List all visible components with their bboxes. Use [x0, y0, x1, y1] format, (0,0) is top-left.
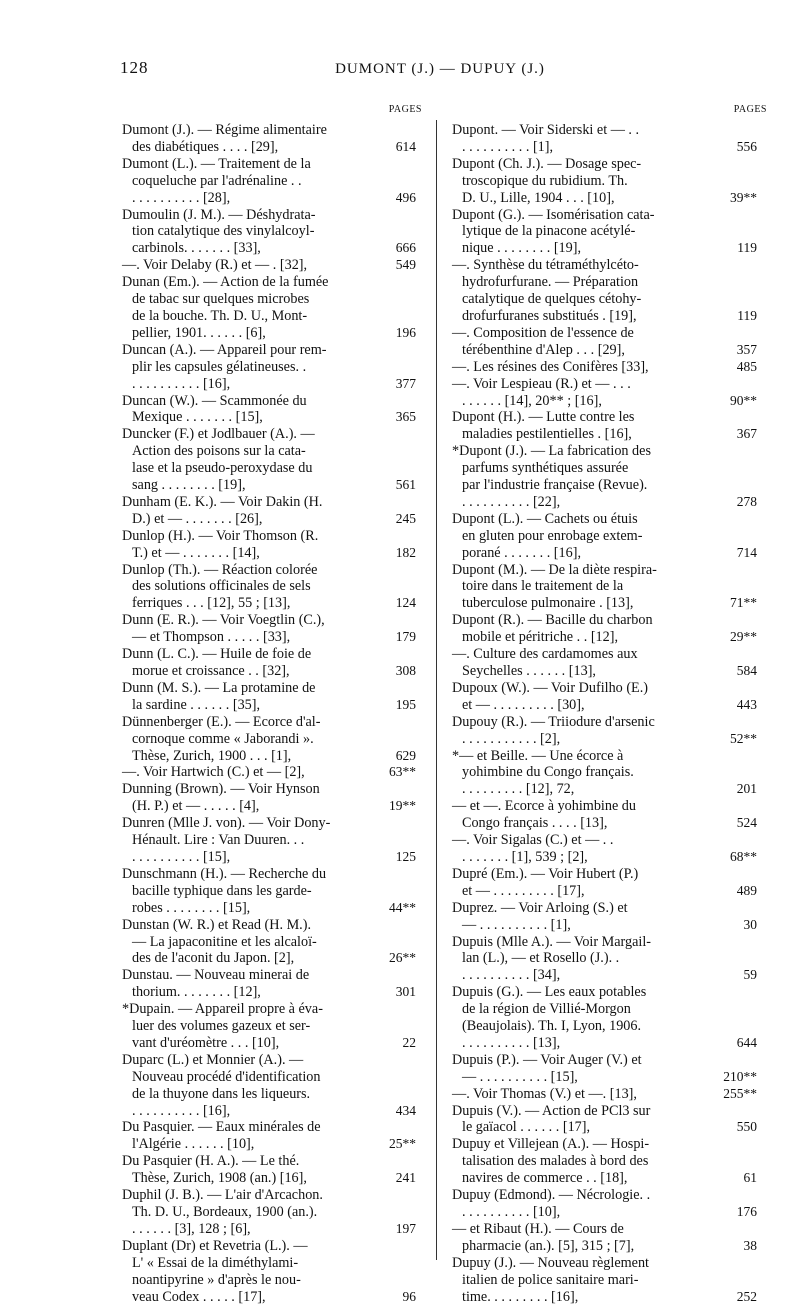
index-entry	[122, 967, 422, 1001]
index-entry	[452, 207, 767, 258]
entry-line: — . . . . . . . . . . [1],	[462, 916, 571, 933]
entry-line: Dupont (G.). — Isomérisation cata-	[452, 206, 655, 223]
entry-line: Duprez. — Voir Arloing (S.) et	[452, 899, 628, 916]
page-reference: 377	[395, 375, 416, 391]
entry-line: plir les capsules gélatineuses. .	[132, 358, 307, 375]
entry-line: et — . . . . . . . . . [30],	[462, 696, 585, 713]
index-entry	[122, 494, 422, 528]
entry-line: italien de police sanitaire mari-	[462, 1271, 639, 1288]
page-reference: 714	[736, 544, 757, 560]
entry-line: . . . . . . . . . . [16],	[132, 375, 231, 392]
entry-line: Dunren (Mlle J. von). — Voir Dony-	[122, 815, 331, 832]
entry-list	[452, 122, 767, 1305]
column-divider	[436, 120, 437, 1260]
entry-line: Dunstau. — Nouveau minerai de	[122, 967, 310, 984]
index-entry	[452, 156, 767, 207]
entry-line: Dumont (J.). — Régime alimentaire	[122, 122, 327, 138]
entry-line: ferriques . . . [12], 55 ; [13],	[132, 595, 291, 612]
page-reference: 197	[395, 1220, 416, 1236]
page-reference: 301	[395, 984, 416, 1000]
page-reference: 584	[736, 663, 757, 678]
index-entry	[122, 257, 422, 274]
entry-line: L' « Essai de la diméthylami-	[132, 1254, 299, 1271]
page-reference: 357	[736, 341, 757, 357]
index-entry	[122, 1001, 422, 1052]
entry-line: Dupouy (R.). — Triiodure d'arsenic	[452, 713, 655, 730]
index-entry	[122, 274, 422, 342]
page-reference: 278	[736, 493, 757, 509]
entry-line: maladies pestilentielles . [16],	[462, 426, 632, 443]
index-entry	[122, 646, 422, 680]
entry-line: l'Algérie . . . . . . [10],	[132, 1136, 255, 1153]
index-entry	[122, 426, 422, 494]
page-reference: 19**	[389, 798, 416, 814]
page-reference: 68**	[730, 848, 757, 864]
index-entry	[122, 1119, 422, 1153]
entry-line: mobile et péritriche . . [12],	[462, 629, 619, 646]
index-entry	[122, 680, 422, 714]
index-entry	[452, 680, 767, 714]
entry-line: D. U., Lille, 1904 . . . [10],	[462, 189, 615, 206]
entry-line: . . . . . . . . . . . [2],	[462, 730, 561, 747]
entry-line: Duncan (A.). — Appareil pour rem-	[122, 341, 327, 358]
entry-line: Dupuis (P.). — Voir Auger (V.) et	[452, 1051, 642, 1068]
entry-line: Hénault. Lire : Van Duuren. . .	[132, 832, 305, 849]
entry-line: Th. D. U., Bordeaux, 1900 (an.).	[132, 1204, 318, 1220]
entry-line: toire dans le traitement de la	[462, 578, 624, 595]
index-entry	[452, 900, 767, 934]
page-reference: 629	[395, 747, 416, 763]
entry-line: robes . . . . . . . . [15],	[132, 899, 251, 916]
entry-line: navires de commerce . . [18],	[462, 1170, 628, 1187]
entry-line: . . . . . . . . . . [16],	[132, 1102, 231, 1119]
index-entry	[452, 612, 767, 646]
index-entry	[452, 1103, 767, 1137]
entry-line: *Dupain. — Appareil propre à éva-	[122, 1001, 323, 1018]
entry-line: Dumoulin (J. M.). — Déshydrata-	[122, 206, 316, 223]
entry-line: . . . . . . [14], 20** ; [16],	[462, 392, 602, 409]
entry-line: . . . . . . [3], 128 ; [6],	[132, 1220, 251, 1237]
page-reference: 365	[395, 409, 416, 425]
entry-line: —. Composition de l'essence de	[452, 324, 634, 341]
page-reference: 25**	[389, 1136, 416, 1152]
index-entry	[122, 612, 422, 646]
entry-line: Dupuy (Edmond). — Nécrologie. .	[452, 1187, 651, 1204]
entry-line: Dunlop (H.). — Voir Thomson (R.	[122, 527, 319, 544]
entry-line: de la bouche. Th. D. U., Mont-	[132, 307, 308, 324]
index-entry	[122, 156, 422, 207]
index-entry	[452, 1221, 767, 1255]
page-reference: 124	[395, 595, 416, 611]
entry-line: —. Les résines des Conifères [33],	[452, 358, 649, 375]
index-entry	[452, 443, 767, 511]
page-reference: 52**	[730, 730, 757, 746]
entry-line: . . . . . . . . . . [13],	[462, 1034, 561, 1051]
index-entry	[452, 1052, 767, 1086]
entry-line: Du Pasquier (H. A.). — Le thé.	[122, 1153, 300, 1170]
entry-line: bacille typhique dans les garde-	[132, 882, 312, 899]
entry-line: . . . . . . . . . . [28],	[132, 189, 231, 206]
entry-line: Dupont (R.). — Bacille du charbon	[452, 612, 653, 629]
entry-line: et — . . . . . . . . . [17],	[462, 882, 585, 899]
index-column-left	[122, 104, 422, 1305]
entry-line: Nouveau procédé d'identification	[132, 1068, 321, 1085]
entry-line: troscopique du rubidium. Th.	[462, 172, 628, 189]
index-entry	[452, 1086, 767, 1103]
page-reference: 241	[395, 1170, 416, 1186]
entry-line: Dupont (L.). — Cachets ou étuis	[452, 510, 638, 527]
entry-line: time. . . . . . . . . [16],	[462, 1288, 579, 1305]
page-reference: 561	[395, 477, 416, 493]
entry-line: — et Ribaut (H.). — Cours de	[452, 1220, 624, 1237]
page-reference: 22	[402, 1034, 416, 1050]
index-entry	[122, 764, 422, 781]
page-number: 128	[120, 58, 149, 77]
entry-line: . . . . . . . . . . [1],	[462, 138, 554, 155]
entry-line: Dunstan (W. R.) et Read (H. M.).	[122, 916, 312, 933]
index-entry	[122, 866, 422, 917]
entry-line: des de l'aconit du Japon. [2],	[132, 950, 295, 967]
entry-line: luer des volumes gazeux et ser-	[132, 1018, 311, 1035]
entry-line: . . . . . . . . . [12], 72,	[462, 781, 575, 798]
entry-line: Dupuis (G.). — Les eaux potables	[452, 984, 647, 1001]
index-column-right	[452, 104, 767, 1305]
entry-line: Dunschmann (H.). — Recherche du	[122, 865, 327, 882]
index-entry	[452, 511, 767, 562]
index-entry	[122, 781, 422, 815]
index-entry	[122, 342, 422, 393]
entry-line: Action des poisons sur la cata-	[132, 443, 306, 460]
entry-line: Dupré (Em.). — Voir Hubert (P.)	[452, 865, 639, 882]
page-reference: 179	[395, 629, 416, 645]
entry-line: . . . . . . . . . . [10],	[462, 1204, 561, 1220]
page-reference: 30	[743, 916, 757, 932]
page-header	[120, 58, 760, 88]
entry-line: Duplant (Dr) et Revetria (L.). —	[122, 1237, 308, 1254]
page-reference: 485	[736, 358, 757, 374]
index-entry	[452, 1187, 767, 1221]
index-entry	[452, 934, 767, 985]
entry-line: en gluten pour enrobage extem-	[462, 527, 643, 544]
entry-line: lan (L.), — et Rosello (J.). .	[462, 950, 620, 967]
entry-line: térébenthine d'Alep . . . [29],	[462, 341, 625, 358]
page-reference: 119	[737, 307, 757, 323]
entry-line: vant d'uréomètre . . . [10],	[132, 1034, 280, 1051]
entry-line: — La japaconitine et les alcaloï-	[132, 933, 317, 950]
entry-line: Dupoux (W.). — Voir Dufilho (E.)	[452, 679, 648, 696]
entry-line: — et Thompson . . . . . [33],	[132, 629, 291, 646]
entry-line: T.) et — . . . . . . . [14],	[132, 544, 260, 561]
entry-line: cornoque comme « Jaborandi ».	[132, 730, 314, 747]
page-reference: 59	[743, 967, 757, 983]
index-entry	[122, 393, 422, 427]
page-reference: 549	[395, 257, 416, 273]
entry-line: carbinols. . . . . . . [33],	[132, 240, 261, 257]
entry-list	[122, 122, 422, 1305]
entry-line: . . . . . . . . . . [22],	[462, 493, 561, 510]
entry-line: Dunn (E. R.). — Voir Voegtlin (C.),	[122, 612, 325, 629]
index-entry	[452, 866, 767, 900]
page-reference: 252	[736, 1288, 757, 1304]
page-reference: 496	[395, 189, 416, 205]
entry-line: —. Voir Delaby (R.) et — . [32],	[122, 257, 308, 274]
entry-line: veau Codex . . . . . [17],	[132, 1288, 266, 1305]
index-entry	[452, 1136, 767, 1187]
entry-line: tuberculose pulmonaire . [13],	[462, 595, 634, 612]
index-entry	[452, 748, 767, 799]
index-entry	[122, 1187, 422, 1238]
entry-line: Dupont (Ch. J.). — Dosage spec-	[452, 155, 642, 172]
page-reference: 119	[737, 240, 757, 256]
index-entry	[452, 1255, 767, 1305]
index-entry	[122, 562, 422, 613]
entry-line: Dupont (H.). — Lutte contre les	[452, 409, 635, 426]
index-entry	[452, 325, 767, 359]
page-reference: 90**	[730, 392, 757, 408]
index-entry	[452, 646, 767, 680]
entry-line: Dunn (L. C.). — Huile de foie de	[122, 646, 312, 663]
entry-line: tion catalytique des vinylalcoyl-	[132, 223, 315, 240]
index-entry	[452, 257, 767, 325]
entry-line: Duparc (L.) et Monnier (A.). —	[122, 1051, 304, 1068]
entry-line: catalytique de quelques cétohy-	[462, 291, 642, 308]
entry-line: D.) et — . . . . . . . [26],	[132, 510, 263, 527]
page-reference: 38	[743, 1237, 757, 1253]
entry-line: Dunham (E. K.). — Voir Dakin (H.	[122, 493, 323, 510]
entry-line: —. Voir Lespieau (R.) et — . . .	[452, 375, 631, 392]
page-reference: 245	[395, 510, 416, 526]
entry-line: drofurfuranes substitués . [19],	[462, 307, 637, 324]
entry-line: (H. P.) et — . . . . . [4],	[132, 798, 260, 815]
entry-line: de la région de Villié-Morgon	[462, 1001, 631, 1018]
entry-line: parfums synthétiques assurée	[462, 460, 629, 477]
entry-line: Dupont (M.). — De la diète respira-	[452, 561, 657, 578]
entry-line: noantipyrine » d'après le nou-	[132, 1271, 301, 1288]
index-entry	[452, 359, 767, 376]
entry-line: lase et la pseudo-peroxydase du	[132, 460, 313, 477]
entry-line: Dupuy et Villejean (A.). — Hospi-	[452, 1136, 650, 1153]
index-entry	[122, 528, 422, 562]
entry-line: morue et croissance . . [32],	[132, 663, 290, 679]
page-reference: 308	[395, 663, 416, 678]
page-reference: 39**	[730, 189, 757, 205]
entry-line: Duncan (W.). — Scammonée du	[122, 392, 307, 409]
page-reference: 96	[402, 1288, 416, 1304]
index-entry	[452, 562, 767, 613]
index-entry	[452, 409, 767, 443]
entry-line: Duphil (J. B.). — L'air d'Arcachon.	[122, 1187, 323, 1204]
page-reference: 550	[736, 1119, 757, 1135]
page-reference: 176	[736, 1204, 757, 1219]
entry-line: —. Voir Sigalas (C.) et — . .	[452, 832, 614, 849]
entry-line: Dunan (Em.). — Action de la fumée	[122, 274, 329, 291]
entry-line: — . . . . . . . . . . [15],	[462, 1068, 578, 1085]
pages-heading: PAGES	[388, 104, 422, 115]
index-entry	[122, 714, 422, 765]
index-entry	[122, 917, 422, 968]
page-reference: 44**	[389, 899, 416, 915]
entry-line: *— et Beille. — Une écorce à	[452, 747, 624, 764]
page-reference: 367	[736, 426, 757, 442]
index-entry	[452, 798, 767, 832]
index-entry	[452, 832, 767, 866]
entry-line: par l'industrie française (Revue).	[462, 477, 648, 494]
entry-line: Dunlop (Th.). — Réaction colorée	[122, 561, 318, 578]
entry-line: . . . . . . . . . . [34],	[462, 967, 561, 984]
index-entry	[122, 1052, 422, 1120]
entry-line: yohimbine du Congo français.	[462, 764, 634, 781]
page-reference: 255**	[723, 1085, 757, 1101]
entry-line: —. Voir Hartwich (C.) et — [2],	[122, 764, 305, 781]
running-title: DUMONT (J.) — DUPUY (J.)	[335, 61, 545, 77]
entry-line: de tabac sur quelques microbes	[132, 291, 310, 308]
index-entry	[122, 815, 422, 866]
page-reference: 524	[736, 815, 757, 831]
page-reference: 196	[395, 324, 416, 340]
entry-line: Thèse, Zurich, 1900 . . . [1],	[132, 747, 292, 764]
entry-line: Dunning (Brown). — Voir Hynson	[122, 781, 320, 798]
page-reference: 443	[736, 696, 757, 712]
entry-line: pharmacie (an.). [5], 315 ; [7],	[462, 1237, 635, 1254]
entry-line: *Dupont (J.). — La fabrication des	[452, 443, 651, 460]
entry-line: nique . . . . . . . . [19],	[462, 240, 582, 257]
entry-line: Dupuis (Mlle A.). — Voir Margail-	[452, 933, 652, 950]
page-reference: 666	[395, 240, 416, 256]
entry-line: porané . . . . . . . [16],	[462, 544, 581, 561]
entry-line: Congo français . . . . [13],	[462, 815, 608, 832]
page-reference: 434	[395, 1102, 416, 1118]
entry-line: Du Pasquier. — Eaux minérales de	[122, 1119, 321, 1136]
entry-line: —. Culture des cardamomes aux	[452, 646, 638, 663]
index-entry	[122, 1153, 422, 1187]
entry-line: (Beaujolais). Th. I, Lyon, 1906.	[462, 1018, 642, 1035]
entry-line: Duncker (F.) et Jodlbauer (A.). —	[122, 426, 315, 443]
entry-line: —. Synthèse du tétraméthylcéto-	[452, 257, 639, 274]
index-entry	[452, 984, 767, 1052]
entry-line: la sardine . . . . . . [35],	[132, 696, 261, 713]
entry-line: des solutions officinales de sels	[132, 578, 311, 595]
entry-line: talisation des malades à bord des	[462, 1153, 649, 1170]
page-reference: 556	[736, 138, 757, 154]
entry-line: Dünnenberger (E.). — Ecorce d'al-	[122, 713, 321, 730]
page-reference: 210**	[723, 1068, 757, 1084]
entry-line: des diabétiques . . . . [29],	[132, 138, 279, 155]
entry-line: —. Voir Thomas (V.) et —. [13],	[452, 1085, 637, 1102]
page-reference: 125	[395, 848, 416, 864]
entry-line: thorium. . . . . . . . [12],	[132, 984, 261, 1001]
page-reference: 644	[736, 1034, 757, 1050]
index-entry	[122, 207, 422, 258]
entry-line: de la thuyone dans les liqueurs.	[132, 1085, 311, 1102]
page-reference: 489	[736, 882, 757, 898]
entry-line: Mexique . . . . . . . [15],	[132, 409, 263, 426]
page-reference: 61	[743, 1170, 757, 1186]
entry-line: sang . . . . . . . . [19],	[132, 477, 246, 494]
entry-line: Thèse, Zurich, 1908 (an.) [16],	[132, 1170, 307, 1187]
page-reference: 71**	[730, 595, 757, 611]
page-reference: 63**	[389, 764, 416, 780]
entry-line: Dupuis (V.). — Action de PCl3 sur	[452, 1102, 651, 1119]
entry-line: Dunn (M. S.). — La protamine de	[122, 679, 316, 696]
page-reference: 182	[395, 544, 416, 560]
index-entry	[452, 714, 767, 748]
entry-line: Dupont. — Voir Siderski et — . .	[452, 122, 640, 138]
index-entry	[122, 122, 422, 156]
entry-line: . . . . . . . . . . [15],	[132, 848, 231, 865]
pages-heading: PAGES	[733, 104, 767, 115]
index-entry	[122, 1238, 422, 1305]
page-reference: 614	[395, 138, 416, 154]
entry-line: pellier, 1901. . . . . . [6],	[132, 324, 266, 341]
index-entry	[452, 122, 767, 156]
entry-line: — et —. Ecorce à yohimbine du	[452, 798, 636, 815]
page-reference: 195	[395, 696, 416, 712]
index-entry	[452, 376, 767, 410]
entry-line: . . . . . . . [1], 539 ; [2],	[462, 848, 588, 865]
page-reference: 29**	[730, 629, 757, 645]
entry-line: hydrofurfurane. — Préparation	[462, 274, 639, 291]
entry-line: Dumont (L.). — Traitement de la	[122, 155, 311, 172]
page-reference: 26**	[389, 950, 416, 966]
page-reference: 201	[736, 781, 757, 797]
entry-line: le gaïacol . . . . . . [17],	[462, 1119, 591, 1136]
entry-line: Seychelles . . . . . . [13],	[462, 663, 596, 679]
entry-line: Dupuy (J.). — Nouveau règlement	[452, 1254, 649, 1271]
entry-line: coqueluche par l'adrénaline . .	[132, 172, 302, 189]
entry-line: lytique de la pinacone acétylé-	[462, 223, 636, 240]
